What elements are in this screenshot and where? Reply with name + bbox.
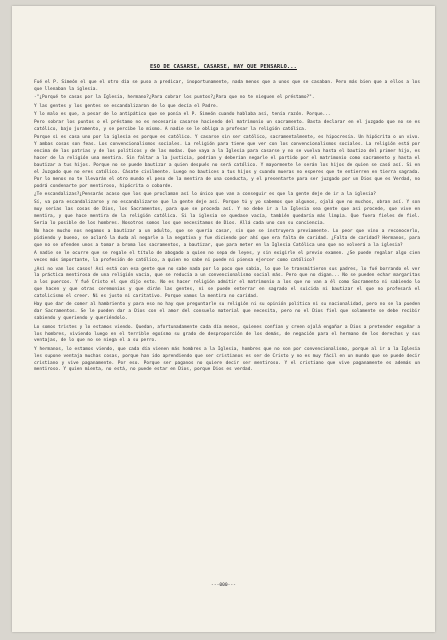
closing-mark: ---000--- (211, 583, 236, 588)
paragraph: Porque si es casa uno por la iglesia es porque es católico. Y casarse sin ser católico, sacramentalmente, es hipocresía. Un hipócrita o un vivo. Y ambas cosas son feas. Los convencionalismos sociales. La religión para tiene que ver con los convencionalismos sociales. La religión está por encima de las patrias y de los políticos y de las modas. Que vaya a la Iglesia para casarse y no se vuelva hasta el bautizo del primer hijo, es hacer de la religión una mentira. Sin faltar a la justicia, podrían y deberían negarle el partido por el matrimonio como sacramento y hasta el bautizar a tus hijos. Porque no se puede bautizar a quien después no será católico. Y mayormente le serán los hijos de quien se casó así. Si en el Juzgado que no eres católico. Cásate civilmente. Luego no bautices a tus hijos y cuando mueras no esperes que te entierren en tierra sagrada. Por lo menos no te llevarán el otro mundo el peso de la mentira de una conducta, y el presentarte para ser juzgado por un Dios que es Verdad, no podrá condenarte por mentiroso, hipócrita o cobarde. (34, 135, 420, 189)
document-page (12, 6, 435, 632)
document-title: ESO DE CASARSE, CASARSE, HAY QUE PENSARLO... (150, 64, 297, 70)
paragraph: A nadie se le ocurre que se regale el título de abogado a quien no sepa de leyes, y sin exigirle el previo examen. ¿Se puede regalar algo cien veces más importante, la profesión de católico, a quien no sabe ni puede ni piensa ejercer como católico? (34, 251, 420, 264)
paragraph: Fué el P. Simeón el que el otro día se puso a predicar, inoportunamente, nada menos que a unos que se casaban. Pero más bien que a ellos a los que llenaban la iglesia. (34, 80, 420, 92)
paragraph: -"¿Porqué te casas por la Iglesia, hermano?¿Para cobrar los puntos?¿Para que no te nieguen el préstamo?". (34, 95, 315, 101)
paragraph: ¿Así no van los casos! Así está con esa gente que no sabe nada por lo poco que sabía, lo que le transmitieron sus padres, lo fué borrando el ver la práctica mentirosa de una religión vacía, que se reducía a un convencionalismo social más. Pero que no digan... No se pueden echar margaritas a los puercos. Y fué Cristo el que dijo esto. No es hacer religión admitir el matrimonio a los que no van a él como Sacramento ni sabiendo lo que hacen y que otras ceremonias y que dirán las gentes, ni se puede enterrar en sagrado el suicida ni bautizar el que no profesará el catolicismo el creer. Ni es justo ni caritativo. Porque vamos la mentira no caridad. (34, 266, 420, 300)
paragraph: Y hermanos, lo estamos viendo, que cada día vienen más hombres a la Iglesia, hombres que no son por convencionalismo, porque al ir a la Iglesia les supone ventaja muchas cosas, porque han ido aprendiendo que ser cristianos es ser de Cristo y no es muy fácil en un mundo que se puede decir cristiano y vive paganamente. Por eso. Porque ser paganos no quiere decir ser mentiroso. Y el cristiano que vive paganamente es además un mentiroso. Y quien mienta, no está, no puede estar en Dios, porque Dios es verdad. (34, 346, 420, 373)
paragraph: ¿Te escandalizas?¿Pensarás acaso que los que proclaman así lo único que van a conseguir es que la gente deje de ir a la iglesia? (34, 191, 376, 197)
paragraph: Pero sobrar los puntos o el préstamo no es necesario casarse haciendo del matrimonio un sacramento. Basta declarar en el juzgado que no se es católico, bajo juramento, y se percibe lo mismo. A nadie se le obliga a profesar la religión católica. (34, 120, 420, 132)
paragraph: Lo somos tristes y lo estamos viendo. Quedan, afortunadamente cada día menos, quienes confían y creen ojalá engañar a Dios a pretender engañar a los hombres, viviendo luego en el terrible egoísmo su grado de desproporción de los demás, de negación para el hermano de los derechos y sus ventajas, de lo que no se niega el a su perro. (34, 324, 420, 344)
paragraph: Hay que dar de comer al hambriento y para eso no hay que preguntarle su religión ni su opinión política ni su nacionalidad, pero no se la pueden dar Sacramentos. Se le pueden dar a Dios con el amor del consuelo material que necesita, pero no el Dios fiel que solamente se debe recibir sabiendo y queriendo y queriéndolo. (34, 302, 420, 322)
paragraph: No hace mucho nos negamos a bautizar a un adulto, que se quería casar, sin que se instruyera previamente. Lo peor que vino a reconocerlo, pidiendo y bueno, se aclaró la duda al negarle a la negativa y fue diciendo por ahí que era falta de caridad. ¿Falta de caridad? Hermanos, para que no se ofenden unos a tomar a broma los sacramentos, a bautizar, que para meter en la Iglesia Católica uno que no volverá a la iglesia? (34, 229, 420, 249)
paragraph: Sí, va para escandalizarse y no escandalizarse que la gente deje así. Porque tú y yo sabemos que algunos, ojalá que no muchos, obran así. Y son muy serias las cosas de Dios, los Sacramentos, para que se proceda así. Y no debe ir a la Iglesia sea gente que así procede, que vive en mentira, y que hace mentira de la religión católica. Si la iglesia se quedase vacía, también quedaría más limpia. Que fuera fieles de fiel. Sería lo posible de los hombres. Nosotros somos los que necesitamos de Dios. Allá cada uno con su conciencia. (34, 200, 420, 226)
paragraph: Y las gentes y los gentes se escandalizaron de lo que decía el Padre. (34, 103, 219, 109)
paragraph: Y lo malo es que, a pesar de lo antipático que se ponía el P. Simeón cuando hablaba así, tenía razón. Porque... (34, 111, 331, 117)
document-body (34, 80, 420, 376)
